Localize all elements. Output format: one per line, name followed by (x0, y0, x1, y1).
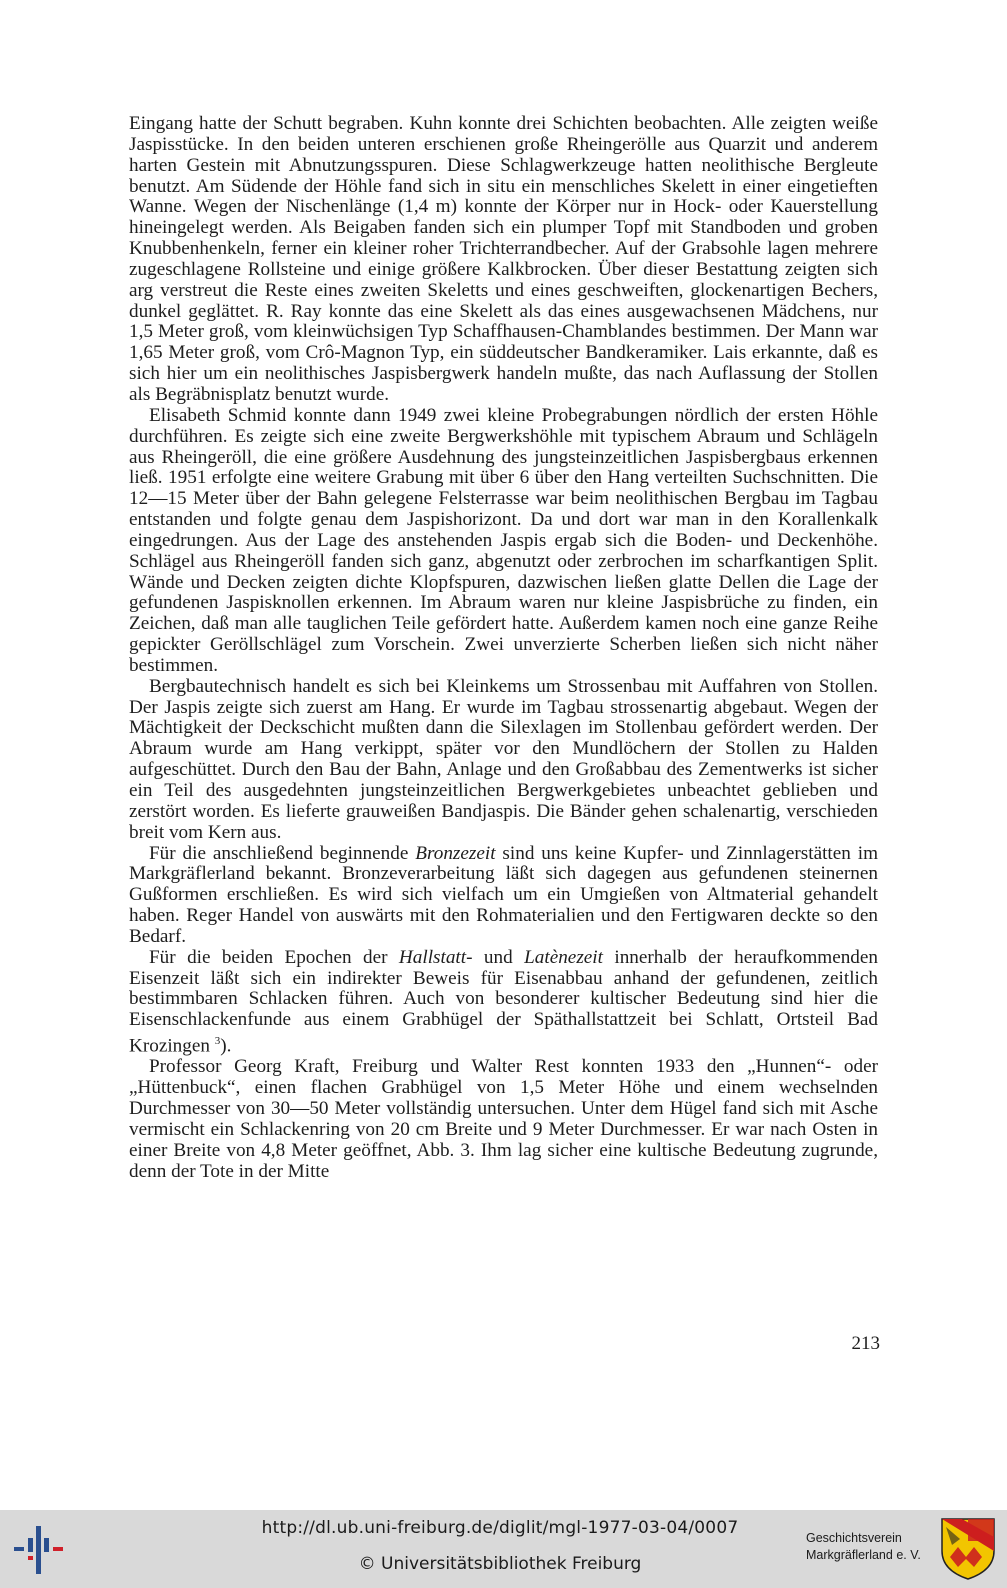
paragraph-iron-age (129, 948, 878, 1058)
document-url-link[interactable]: http://dl.ub.uni-freiburg.de/diglit/mgl-1977-03-04/0007 (261, 1518, 739, 1538)
paragraph: Professor Georg Kraft, Freiburg und Walter Rest konnten 1933 den „Hunnen“- oder „Hüttenbuck“, einen flachen Grabhügel von 1,5 Meter Höhe und einem wechselnden Durchmesser von 30—50 Meter vollständig untersuchen. Unter dem Hügel fand sich mit Asche vermischt ein Schlackenring von 20 cm Breite und 9 Meter Durchmesser. Er war nach Osten in einer Breite von 4,8 Meter geöffnet, Abb. 3. Ihm lag sicher eine kultische Bedeutung zugrunde, denn der Tote in der Mitte (129, 1056, 878, 1182)
italic-term: Bronzezeit (415, 842, 496, 864)
society-name (806, 1530, 931, 1564)
text-run: innerhalb der heraufkommenden Eisenzeit läßt sich ein indirekter Beweis für Eisenabbau anhand der gefundenen, zeitlich bestimmbaren Schlacken führen. Auch von besonderer kultischer Bedeutung sind hier die Eisenschlackenfunde aus einem Grabhügel der Späthallstattzeit bei Schlatt, Ortsteil Bad Krozingen (129, 946, 879, 1057)
text-run: Für die beiden Epochen der (149, 946, 399, 968)
society-line: Geschichtsverein (806, 1531, 902, 1545)
page-number: 213 (851, 1333, 880, 1354)
paragraph: Bergbautechnisch handelt es sich bei Kleinkems um Strossenbau mit Auffahren von Stollen. Der Jaspis zeigte sich zuerst am Hang. Er wurde im Tagbau strossenartig abgebaut. Wegen der Mächtigkeit der Deckschicht mußten dann die Silexlagen im Stollenbau gefördert werden. Der Abraum wurde am Hang verkippt, später vor den Mundlöchern der Stollen zu Halden aufgeschüttet. Durch den Bau der Bahn, Anlage und den Großabbau des Zementwerks ist sicher ein Teil des ausgedehnten jungsteinzeitlichen Bergwerkgebietes unbeachtet geblieben und zerstört worden. Es lieferte grauweißen Bandjaspis. Die Bänder gehen schalenartig, verschieden breit vom Kern aus. (129, 675, 878, 843)
footnote-marker: 3 (214, 1035, 221, 1048)
body-text (129, 114, 878, 1182)
italic-term: Latènezeit (524, 946, 603, 968)
italic-term: Hallstatt (398, 946, 467, 968)
text-run: ). (220, 1035, 232, 1057)
university-library-logo (14, 1520, 66, 1576)
society-crest-icon (940, 1517, 996, 1581)
footer-bar (0, 1510, 1007, 1588)
paragraph: Eingang hatte der Schutt begraben. Kuhn konnte drei Schichten beobachten. Alle zeigten weiße Jaspisstücke. In den beiden unteren erschienen große Rheingerölle aus Quarzit und anderem harten Gestein mit Abnutzungsspuren. Diese Schlagwerkzeuge hatten neolithische Bergleute benutzt. Am Südende der Höhle fand sich in situ ein menschliches Skelett in einer eingetieften Wanne. Wegen der Nischenlänge (1,4 m) konnte der Körper nur in Hock- oder Kauerstellung hineingelegt werden. Als Beigaben fanden sich ein plumper Topf mit Standboden und groben Knubbenhenkeln, ferner ein kleiner roher Trichterrandbecher. Auf der Grabsohle lagen mehrere zugeschlagene Rollsteine und einige größere Kalkbrocken. Über dieser Bestattung zeigten sich arg verstreut die Reste eines zweiten Skeletts und eines geschweiften, glockenartigen Bechers, dunkel geglättet. R. Ray konnte das eine Skelett als das eines ausgewachsenen Mädchens, nur 1,5 Meter groß, vom kleinwüchsigen Typ Schaffhausen-Chamblandes bestimmen. Der Mann war 1,65 Meter groß, vom Crô-Magnon Typ, ein süddeutscher Bandkeramiker. Lais erkannte, daß es sich hier um ein neolithisches Jaspisbergwerk handeln mußte, das nach Auflassung der Stollen als Begräbnisplatz benutzt wurde. (129, 113, 878, 405)
copyright-notice: © Universitätsbibliothek Freiburg (358, 1554, 642, 1574)
text-run: sind uns keine Kupfer- und Zinnlagerstätten im Markgräflerland bekannt. Bronzeverarbeitung läßt sich dagegen aus gefundenen steinernen Gußformen erschließen. Es wird sich vielfach um ein Umgießen von Altmaterial gehandelt haben. Reger Handel von auswärts mit den Rohmaterialien und den Fertigwaren deckte so den Bedarf. (129, 842, 878, 947)
text-run: - und (466, 946, 525, 968)
text-run: Für die anschließend beginnende (149, 842, 416, 864)
paragraph-bronze-age (129, 844, 878, 948)
paragraph: Elisabeth Schmid konnte dann 1949 zwei kleine Probegrabungen nördlich der ersten Höhle durchführen. Es zeigte sich eine zweite Bergwerkshöhle mit typischem Abraum und Schlägeln aus Rheingeröll, die eine größere Ausdehnung des jungsteinzeitlichen Jaspisbergbaus erkennen ließ. 1951 erfolgte eine weitere Grabung mit über 6 über den Hang verteilten Suchschnitten. Die 12—15 Meter über der Bahn gelegene Felsterrasse war beim neolithischen Bergbau im Tagbau entstanden und folgte genau dem Jaspishorizont. Da und dort war man in den Korallenkalk eingedrungen. Aus der Lage des anstehenden Jaspis ergab sich die Boden- und Deckenhöhe. Schlägel aus Rheingeröll fanden sich ganz, abgenutzt oder zerbrochen im scharfkantigen Split. Wände und Decken zeigten dichte Klopfspuren, dazwischen ließen glatte Dellen die Lage der gefundenen Jaspisknollen erkennen. Im Abraum waren nur kleine Jaspisbrüche zu finden, ein Zeichen, daß man alle tauglichen Teile gefördert hatte. Außerdem kamen noch eine ganze Reihe gepickter Geröllschlägel zum Vorschein. Zwei unverzierte Scherben ließen sich nicht näher bestimmen. (129, 404, 878, 676)
society-line: Markgräflerland e. V. (806, 1548, 921, 1562)
